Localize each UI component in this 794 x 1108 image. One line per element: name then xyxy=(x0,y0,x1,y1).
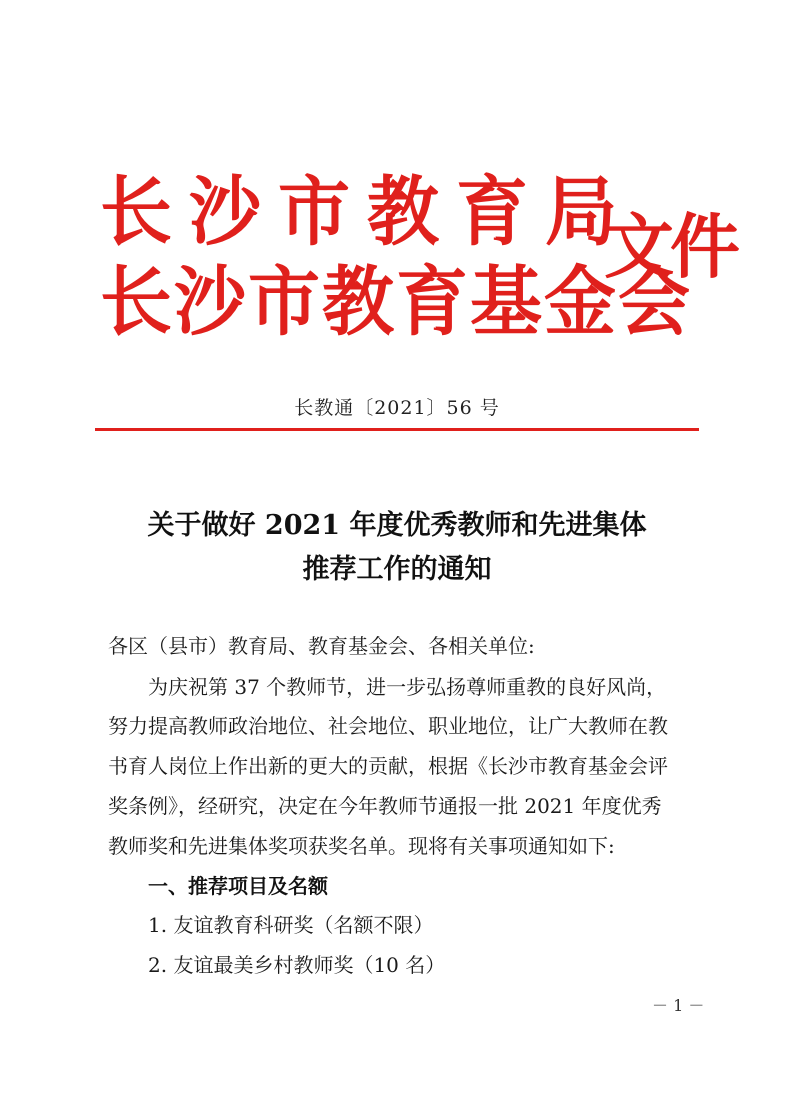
masthead-issuer-1: 长沙市教育局 xyxy=(100,166,635,256)
masthead-suffix: 文件 xyxy=(604,205,736,288)
document-title-line-1: 关于做好 2021 年度优秀教师和先进集体 xyxy=(147,510,647,541)
masthead-issuer-2: 长沙市教育基金会 xyxy=(100,256,693,346)
section-heading: 一、推荐项目及名额 xyxy=(148,874,328,898)
paragraph-line: 教师奖和先进集体奖项获奖名单。现将有关事项通知如下: xyxy=(108,834,615,858)
paragraph-line: 奖条例》，经研究，决定在今年教师节通报一批 2021 年度优秀 xyxy=(108,794,662,818)
salutation: 各区（县市）教育局、教育基金会、各相关单位: xyxy=(108,634,535,658)
page-number: － 1 － xyxy=(652,996,705,1015)
paragraph-line: 书育人岗位上作出新的更大的贡献，根据《长沙市教育基金会评 xyxy=(108,754,668,778)
list-item: 2. 友谊最美乡村教师奖（10 名） xyxy=(148,953,446,977)
document-number: 长教通〔2021〕56 号 xyxy=(294,397,500,419)
list-item: 1. 友谊教育科研奖（名额不限） xyxy=(148,913,434,937)
paragraph-line: 努力提高教师政治地位、社会地位、职业地位，让广大教师在教 xyxy=(108,714,668,738)
red-divider-line xyxy=(95,428,699,431)
document-title-line-2: 推荐工作的通知 xyxy=(302,554,492,585)
red-masthead xyxy=(100,166,736,358)
paragraph-line: 为庆祝第 37 个教师节，进一步弘扬尊师重教的良好风尚， xyxy=(148,675,667,699)
